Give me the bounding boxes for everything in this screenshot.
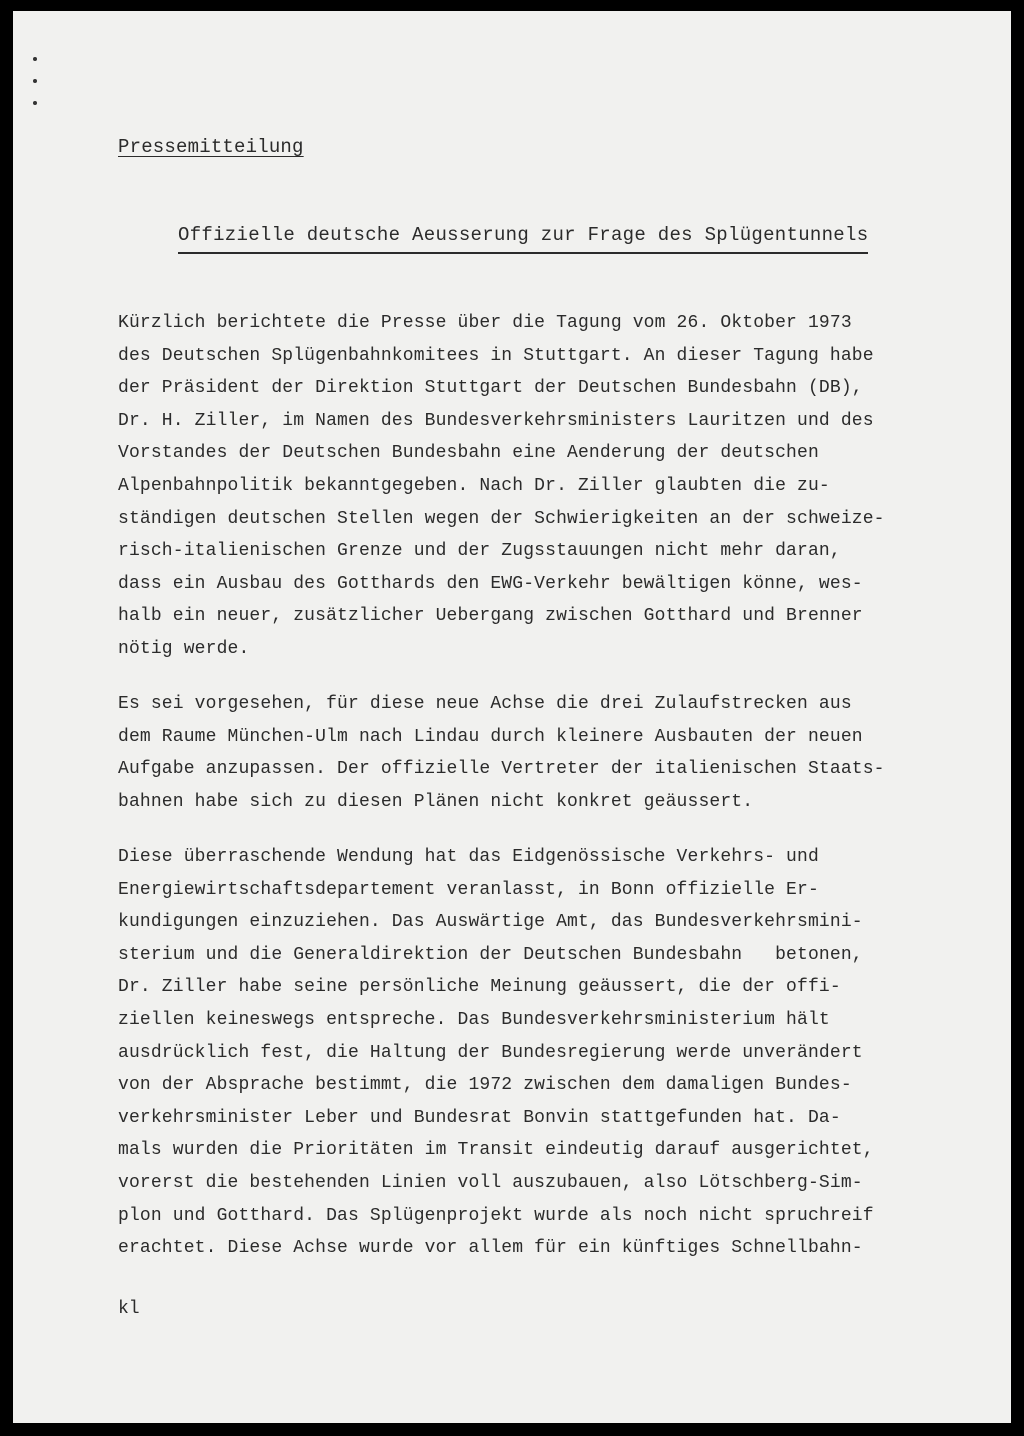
paragraph-2 xyxy=(118,688,978,818)
text-line: Diese überraschende Wendung hat das Eidgenössische Verkehrs- und xyxy=(118,847,819,867)
text-line: Energiewirtschaftsdepartement veranlasst, in Bonn offizielle Er- xyxy=(118,879,819,900)
text-line: risch-italienischen Grenze und der Zugsstauungen nicht mehr daran, xyxy=(118,541,841,562)
punch-hole-mark xyxy=(33,57,37,61)
text-line: verkehrsminister Leber und Bundesrat Bonvin stattgefunden hat. Da- xyxy=(118,1107,841,1128)
text-line: der Präsident der Direktion Stuttgart der Deutschen Bundesbahn (DB), xyxy=(118,378,863,399)
paragraph-3 xyxy=(118,841,978,1265)
text-line: ziellen keineswegs entspreche. Das Bundesverkehrsministerium hält xyxy=(118,1009,830,1030)
paragraph-1 xyxy=(118,307,978,666)
text-line: dem Raume München-Ulm nach Lindau durch kleinere Ausbauten der neuen xyxy=(118,726,863,747)
text-line: Vorstandes der Deutschen Bundesbahn eine Aenderung der deutschen xyxy=(118,443,819,464)
text-line: kundigungen einzuziehen. Das Auswärtige Amt, das Bundesverkehrsmini- xyxy=(118,912,863,933)
document-heading: Pressemitteilung xyxy=(118,136,304,158)
text-line: Kürzlich berichtete die Presse über die Tagung vom 26. Oktober 1973 xyxy=(118,313,852,333)
text-line: Aufgabe anzupassen. Der offizielle Vertreter der italienischen Staats- xyxy=(118,759,885,780)
text-line: ständigen deutschen Stellen wegen der Schwierigkeiten an der schweize- xyxy=(118,508,885,529)
text-line: des Deutschen Splügenbahnkomitees in Stuttgart. An dieser Tagung habe xyxy=(118,345,874,366)
text-line: mals wurden die Prioritäten im Transit eindeutig darauf ausgerichtet, xyxy=(118,1140,874,1161)
text-line: sterium und die Generaldirektion der Deutschen Bundesbahn betonen, xyxy=(118,944,863,965)
text-line: erachtet. Diese Achse wurde vor allem für ein künftiges Schnellbahn- xyxy=(118,1238,863,1259)
text-line: plon und Gotthard. Das Splügenprojekt wurde als noch nicht spruchreif xyxy=(118,1205,874,1226)
text-line: von der Absprache bestimmt, die 1972 zwischen dem damaligen Bundes- xyxy=(118,1075,852,1096)
text-line: Es sei vorgesehen, für diese neue Achse die drei Zulaufstrecken aus xyxy=(118,694,852,714)
text-line: Dr. Ziller habe seine persönliche Meinung geäussert, die der offi- xyxy=(118,977,841,998)
text-line: vorerst die bestehenden Linien voll auszubauen, also Lötschberg-Sim- xyxy=(118,1172,863,1193)
text-line: halb ein neuer, zusätzlicher Uebergang zwischen Gotthard und Brenner xyxy=(118,606,863,627)
document-page xyxy=(13,11,1011,1423)
punch-hole-mark xyxy=(33,101,37,105)
document-subtitle: Offizielle deutsche Aeusserung zur Frage des Splügentunnels xyxy=(178,224,868,254)
text-line: dass ein Ausbau des Gotthards den EWG-Verkehr bewältigen könne, wes- xyxy=(118,573,863,594)
text-line: bahnen habe sich zu diesen Plänen nicht konkret geäussert. xyxy=(118,791,754,812)
initials-footer: kl xyxy=(118,1299,140,1319)
text-line: Dr. H. Ziller, im Namen des Bundesverkehrsministers Lauritzen und des xyxy=(118,410,874,431)
punch-hole-mark xyxy=(33,79,37,83)
text-line: Alpenbahnpolitik bekanntgegeben. Nach Dr. Ziller glaubten die zu- xyxy=(118,475,830,496)
text-line: ausdrücklich fest, die Haltung der Bundesregierung werde unverändert xyxy=(118,1042,863,1063)
text-line: nötig werde. xyxy=(118,638,250,659)
